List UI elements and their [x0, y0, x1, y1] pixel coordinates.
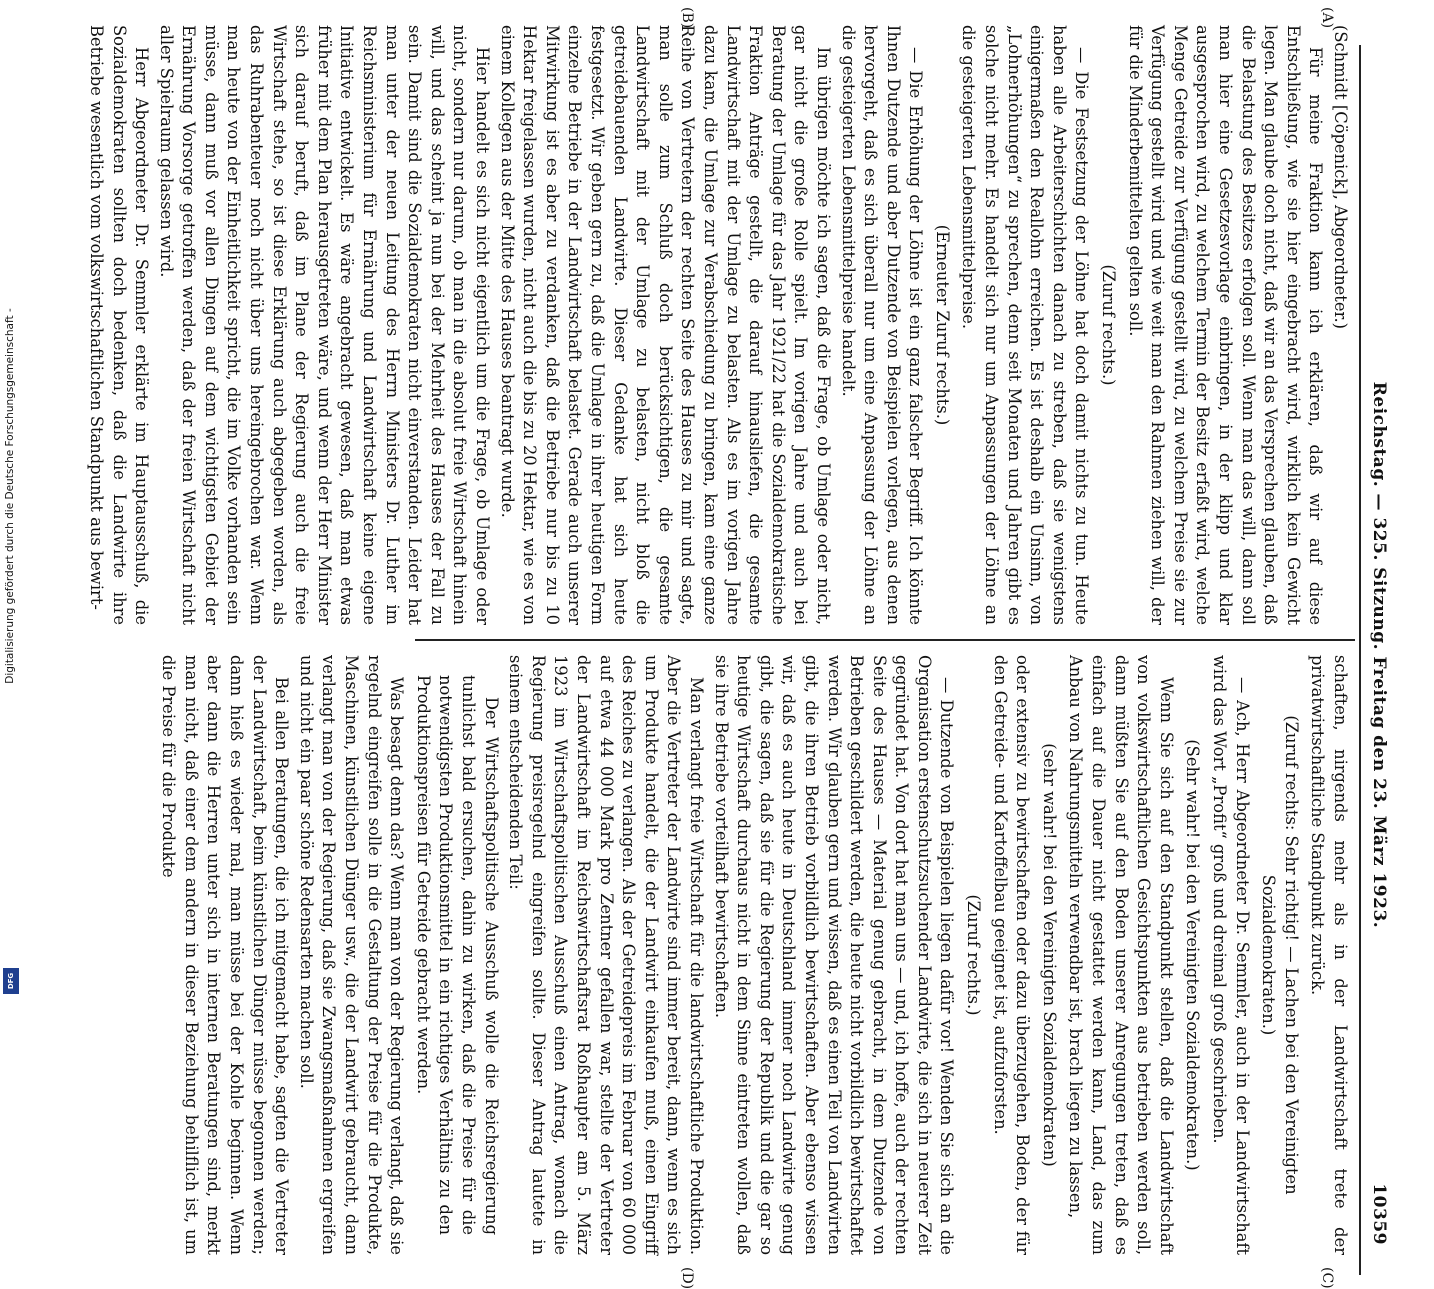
- interjection: (Erneuter Zuruf rechts.): [932, 224, 952, 426]
- interjection: (sehr wahr! bei den Vereinigten Sozialdemokraten): [1039, 743, 1059, 1167]
- dfg-logo-text: DFG: [7, 972, 15, 990]
- header-rule: [1359, 45, 1361, 1275]
- page-number: 10359: [1369, 1183, 1389, 1245]
- paragraph: Herr Abgeordneter Dr. Semmler erklärte im Hauptausschuß, die Sozialdemokraten sollten doch bedenken, daß die Landwirte ihre Betriebe wesentlich vom volkswirtschaftlichen Standpunkt aus bewirt-: [86, 25, 152, 625]
- margin-marker-d: (D): [679, 1267, 695, 1289]
- paragraph: Hier handelt es sich nicht eigentlich um die Frage, ob Umlage oder nicht, sondern nur darum, ob man in die absolut freie Wirtschaft hinein will, und das scheint ja nun bei der Mehrheit des Hauses der Fall zu sein. Damit sind die Sozialdemokraten nicht einverstanden. Leider hat man unter der neuen Leitung des Herrn Ministers Dr. Luther im Reichsministerium für Ernährung und Landwirtschaft keine eigene Initiative entwickelt. Es wäre angebracht gewesen, daß man etwas früher mit dem Plan herausgetreten wäre, und wenn der Herr Minister sich darauf beruft, daß im Plane der Regierung auch die freie Wirtschaft stehe, so ist diese Erklärung auch abgegeben worden, als das Ruhrabenteuer noch nicht über uns hereingebrochen war. Wenn man heute von der Einheitlichkeit spricht, die im Volke vorhanden sein müsse, dann muß vor allen Dingen auf dem wichtigsten Gebiet der Ernährung Vorsorge getroffen werden, daß der freien Wirtschaft nicht aller Spielraum gelassen wird.: [156, 25, 493, 625]
- funding-note: Digitalisierung gefördert durch die Deutsche Forschungsgemeinschaft -: [4, 308, 16, 684]
- interjection: (Zuruf rechts.): [964, 894, 984, 1016]
- paragraph: — Die Erhöhung der Löhne ist ein ganz falscher Begriff. Ich könnte Ihnen Dutzende und aber Dutzende von Beispielen vorlegen, aus denen hervorgeht, daß es sich überall nur um eine Anpassung der Löhne an die gesteigerten Lebensmittelpreise handelt.: [838, 25, 926, 625]
- paragraph: — Ach, Herr Abgeordneter Dr. Semmler, auch in der Landwirtschaft wird das Wort „Profit“ groß und dreimal groß geschrieben.: [1210, 655, 1252, 1255]
- footer-strip: [0, 0, 22, 1000]
- paragraph: oder extensiv zu bewirtschaften oder dazu überzugehen, Boden, der für den Getreide- und Kartoffelbau geeignet ist, aufzuforsten.: [990, 655, 1033, 1255]
- margin-marker-a: (A): [1319, 7, 1335, 29]
- interjection: (Zuruf rechts: Sehr richtig! — Lachen bei den Vereinigten Sozialdemokraten.): [1259, 715, 1301, 1195]
- paragraph: Man verlangt freie Wirtschaft für die landwirtschaftliche Produktion. Aber die Vertreter der Landwirte sind immer bereit, dann, wenn es sich um Produkte handelt, die der Landwirt einkaufen muß, einen Eingriff des Reiches zu verlangen. Als der Getreidepreis im Februar von 60 000 auf etwa 44 000 Mark pro Zentner gefallen war, stellte der Vertreter der Landwirtschaft im Reichswirtschaftsrat Roßhaupter am 5. März 1923 im Wirtschaftspolitischen Ausschuß einen Antrag, wonach die Regierung preisregelnd eingreifen sollte. Dieser Antrag lautete in seinem entscheidenden Teil:: [506, 655, 706, 1255]
- paragraph: Bei allen Beratungen, die ich mitgemacht habe, sagten die Vertreter der Landwirtschaft, beim künstlichen Dünger müsse begonnen werden; dann hieß es wieder mal, man müsse bei der Kohle beginnen. Wenn aber dann die Herren unter sich in internen Beratungen sind, merkt man nicht, daß einer dem andern in dieser Beziehung behilflich ist, um die Preise für die Produkte: [159, 655, 292, 1255]
- paragraph: — Die Festsetzung der Löhne hat doch damit nichts zu tun. Heute haben alle Arbeiterschichten danach zu streben, daß sie wenigstens einigermaßen den Reallohn erreichen. Es ist deshalb ein Unsinn, von „Lohnerhöhungen“ zu sprechen, denn seit Monaten und Jahren gibt es solche nicht mehr. Es handelt sich nur um Anpassungen der Löhne an die gesteigerten Lebensmittelpreise.: [959, 25, 1092, 625]
- left-column: [82, 25, 1351, 625]
- dfg-logo-icon: [3, 968, 19, 994]
- paragraph: Für meine Fraktion kann ich erklären, daß wir auf diese Entschließung, wie sie hier eingebracht wird, wirklich kein Gewicht legen. Man glaube doch nicht, daß wir an das Versprechen glauben, daß die Belastung des Besitzes erfolgen soll. Wenn man das will, dann soll man hier eine Gesetzesvorlage einbringen, in der klipp und klar ausgesprochen wird, zu welchem Termin der Besitz erfaßt wird, welche Menge Getreide zur Verfügung gestellt wird, zu welchem Preise sie zur Verfügung gestellt wird und wie weit man den Rahmen ziehen will, der für die Minderbemittelten gelten soll.: [1125, 25, 1326, 625]
- paragraph: Im übrigen möchte ich sagen, daß die Frage, ob Umlage oder nicht, gar nicht die große Rolle spielt. Im vorigen Jahre und auch bei Beratung der Umlage für das Jahr 1921/22 hat die Sozialdemokratische Fraktion Anträge gestellt, die darauf hinausliefen, die gesamte Landwirtschaft mit der Umlage zu belasten. Als es im vorigen Jahre dazu kam, die Umlage zur Verabschiedung zu bringen, kam eine ganze Reihe von Vertretern der rechten Seite des Hauses zu mir und sagte, man solle zum Schluß doch berücksichtigen, die gesamte Landwirtschaft mit der Umlage zu belasten, nicht bloß die getreidebauenden Landwirte. Dieser Gedanke hat sich heute festgesetzt. Wir geben gern zu, daß die Umlage in ihrer heutigen Form einzelne Betriebe in der Landwirtschaft belastet. Gerade auch unserer Mitwirkung ist es aber zu verdanken, daß die Betriebe nur bis zu 10 Hektar freigelassen wurden, nicht auch die bis zu 20 Hektar, wie es von einem Kollegen aus der Mitte des Hauses beantragt wurde.: [497, 25, 833, 625]
- paragraph: schaften, nirgends mehr als in der Landwirtschaft trete der privatwirtschaftliche Standpunkt zurück.: [1308, 655, 1350, 1255]
- column-divider: [415, 639, 1355, 641]
- margin-marker-c: (C): [1319, 1267, 1335, 1289]
- paragraph: Was besagt denn das? Wenn man von der Regierung verlangt, daß sie regelnd eingreifen solle in die Gestaltung der Preise für die Produkte, Maschinen, künstlichen Dünger usw., die der Landwirt gebraucht, dann verlangt man von der Regierung, daß sie Zwangsmaßnahmen ergreifen und nicht ein paar schöne Redensarten machen soll.: [296, 655, 407, 1255]
- paragraph: Wenn Sie sich auf den Standpunkt stellen, daß die Landwirtschaft von volkswirtschaftlichen Gesichtspunkten aus betrieben werden soll, dann müßten Sie auf den Boden unserer Anregungen treten, daß es einfach auf die Dauer nicht gestattet werden kann, Land, das zum Anbau von Nahrungsmitteln verwendbar ist, brach liegen zu lassen,: [1066, 655, 1176, 1255]
- document-page: [86, 5, 1395, 1289]
- right-column: [155, 655, 1351, 1255]
- page-header: [1361, 25, 1395, 1285]
- paragraph: (Schmidt [Cöpenick], Abgeordneter.): [1331, 25, 1350, 330]
- paragraph: Der Wirtschaftspolitische Ausschuß wolle die Reichsregierung tunlichst bald ersuchen, dahin zu wirken, daß die Preise für die notwendigsten Produktionsmittel in ein richtiges Verhältnis zu den Produktionspreisen für Getreide gebracht werden.: [413, 675, 501, 1235]
- margin-marker-b: (B): [679, 7, 695, 29]
- interjection: (Zuruf rechts.): [1099, 264, 1119, 386]
- interjection: (Sehr wahr! bei den Vereinigten Sozialdemokraten.): [1183, 739, 1203, 1171]
- page-title: Reichstag. — 325. Sitzung. Freitag den 23. März 1923.: [1369, 381, 1389, 929]
- paragraph: — Dutzende von Beispielen liegen dafür vor! Wenden Sie sich an die Organisation erstenschutzsuchender Landwirte, die sich in neuerer Zeit gegründet hat. Von dort hat man uns — und, ich hoffe, auch der rechten Seite des Hauses — Material genug gebracht, in dem Dutzende von Betrieben geschildert werden, die heute nicht vorbildlich bewirtschaftet werden. Wir glauben gern und wissen, daß es einen Teil von Landwirten gibt, die ihren Betrieb vorbildlich bewirtschaften. Aber ebenso wissen wir, daß es auch heute in Deutschland immer noch Landwirte genug gibt, die sagen, daß sie für die Regierung der Republik und die gar so heutige Wirtschaft durchaus nicht in dem Sinne eintreten wollen, daß sie ihre Betriebe vorteilhaft bewirtschaften.: [711, 655, 957, 1255]
